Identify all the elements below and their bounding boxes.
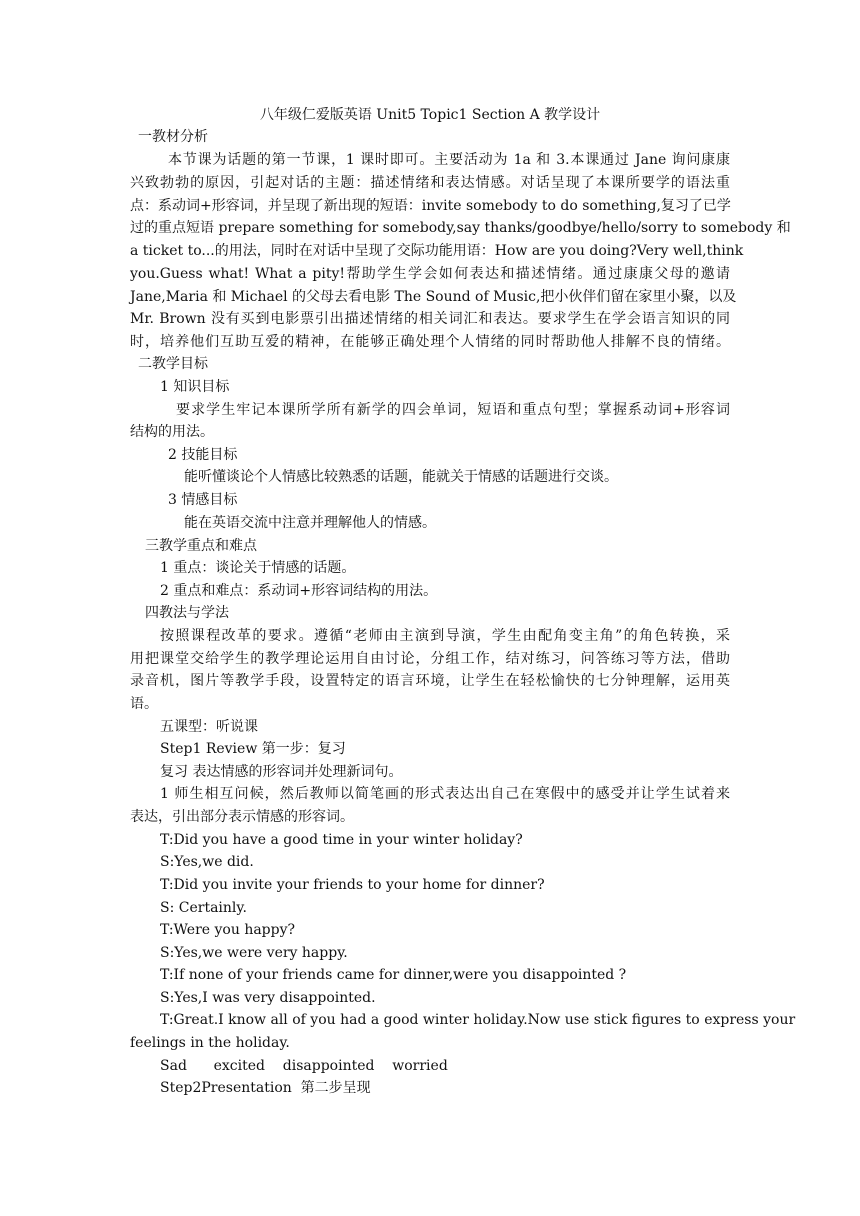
paragraph-line: a ticket to...的用法，同时在对话中呈现了交际功能用语：How are you doing?Very well,think [130,243,744,259]
paragraph-line: Jane,Maria 和 Michael 的父母去看电影 The Sound of Music,把小伙伴们留在家里小聚，以及 [130,289,737,305]
paragraph-line: 能听懂谈论个人情感比较熟悉的话题，能就关于情感的话题进行交谈。 [184,469,618,485]
paragraph-line: 兴致勃勃的原因，引起对话的主题：描述情绪和表达情感。对话呈现了本课所要学的语法重 [130,175,730,191]
paragraph-line: 要求学生牢记本课所学所有新学的四会单词，短语和重点句型；掌握系动词+形容词 [176,402,730,418]
section-heading: 三教学重点和难点 [145,538,257,554]
subheading: 1 知识目标 [160,379,230,395]
step-heading: Step2Presentation 第二步呈现 [160,1080,371,1096]
section-heading: 四教法与学法 [145,605,229,621]
dialogue-line: S:Yes,we were very happy. [160,945,348,961]
paragraph-line: Mr. Brown 没有买到电影票引出描述情绪的相关词汇和表达。要求学生在学会语言知识的同 [130,311,730,327]
paragraph-line: 按照课程改革的要求。遵循“老师由主演到导演，学生由配角变主角”的角色转换，采 [160,628,730,644]
paragraph-line: 复习 表达情感的形容词并处理新词句。 [160,764,403,780]
paragraph-line: 1 重点：谈论关于情感的话题。 [160,560,356,576]
paragraph-line: 点：系动词+形容词，并呈现了新出现的短语：invite somebody to do something,复习了已学 [130,198,731,214]
section-heading: 一教材分析 [138,129,208,145]
section-heading: 五课型：听说课 [160,719,258,735]
paragraph-line: 表达，引出部分表示情感的形容词。 [130,809,354,825]
paragraph-line: 2 重点和难点：系动词+形容词结构的用法。 [160,583,438,599]
document-title: 八年级仁爱版英语 Unit5 Topic1 Section A 教学设计 [259,107,601,123]
paragraph-line: 过的重点短语 prepare something for somebody,say thanks/goodbye/hello/sorry to somebody 和 [130,220,791,236]
paragraph-line: you.Guess what! What a pity!帮助学生学会如何表达和描述情绪。通过康康父母的邀请 [130,266,730,282]
paragraph-line: 1 师生相互问候，然后教师以简笔画的形式表达出自己在寒假中的感受并让学生试着来 [160,786,730,802]
paragraph-line: 结构的用法。 [130,424,214,440]
dialogue-line: T:Were you happy? [160,922,296,938]
dialogue-line: T:Did you invite your friends to your home for dinner? [160,877,545,893]
word-list: Sad excited disappointed worried [160,1058,448,1074]
paragraph-line: 用把课堂交给学生的教学理论运用自由讨论，分组工作，结对练习，问答练习等方法，借助 [130,651,730,667]
paragraph-line: 时，培养他们互助互爱的精神，在能够正确处理个人情绪的同时帮助他人排解不良的情绪。 [130,334,730,350]
dialogue-line: S:Yes,I was very disappointed. [160,990,376,1006]
paragraph-line: 语。 [130,696,158,712]
subheading: 2 技能目标 [168,447,238,463]
paragraph-line: 本节课为话题的第一节课，1 课时即可。主要活动为 1a 和 3.本课通过 Jane 询问康康 [168,152,730,168]
step-heading: Step1 Review 第一步：复习 [160,741,346,757]
dialogue-line: T:Did you have a good time in your winter holiday? [160,832,523,848]
paragraph-line: 录音机，图片等教学手段，设置特定的语言环境，让学生在轻松愉快的七分钟理解，运用英 [130,673,730,689]
section-heading: 二教学目标 [138,356,208,372]
dialogue-line: T:If none of your friends came for dinner,were you disappointed ? [160,967,627,983]
dialogue-line: T:Great.I know all of you had a good winter holiday.Now use stick figures to express your [160,1012,796,1028]
dialogue-line: feelings in the holiday. [130,1035,290,1051]
paragraph-line: 能在英语交流中注意并理解他人的情感。 [184,515,436,531]
subheading: 3 情感目标 [168,492,238,508]
dialogue-line: S: Certainly. [160,900,247,916]
dialogue-line: S:Yes,we did. [160,854,254,870]
